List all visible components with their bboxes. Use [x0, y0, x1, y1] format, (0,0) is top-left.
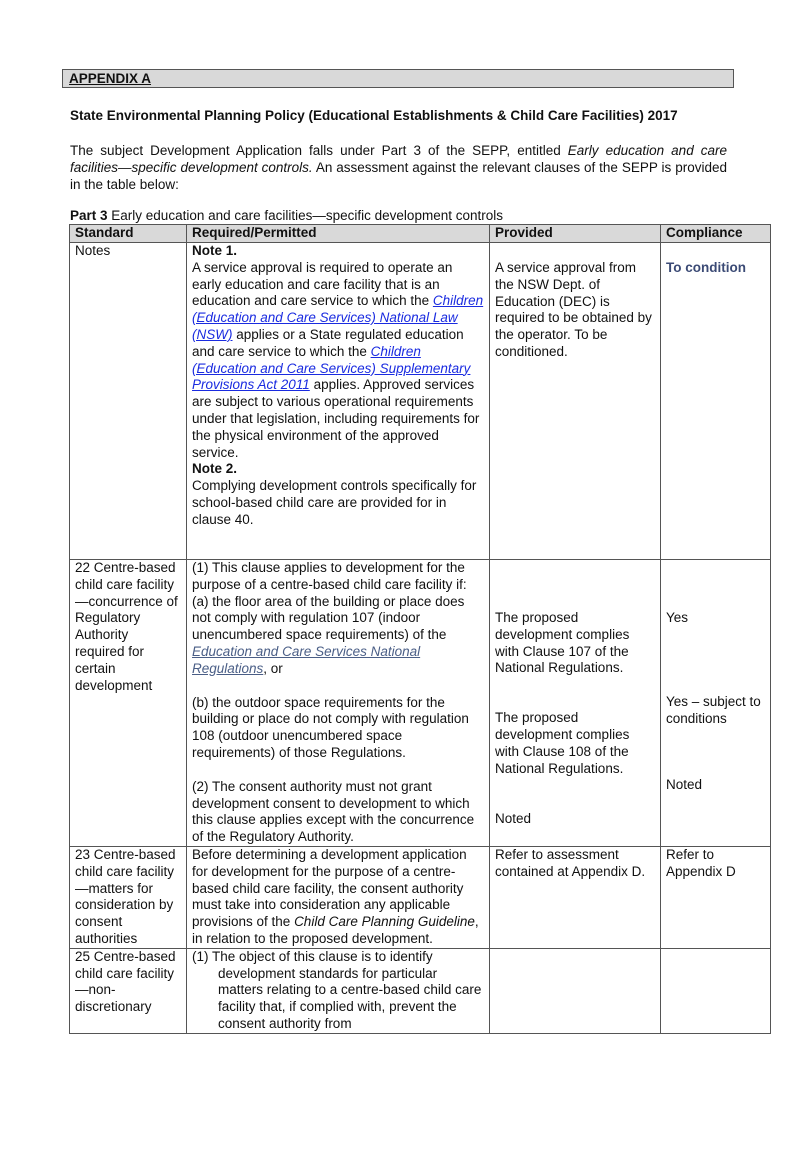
provided-cell: A service approval from the NSW Dept. of Education (DEC) is required to be obtained by the operator. To be conditioned.	[490, 243, 661, 560]
table-row	[70, 948, 771, 1033]
intro-paragraph: The subject Development Application falls under Part 3 of the SEPP, entitled Early education and care facilities—specific development controls. An assessment against the relevant clauses of the SEPP is provided in the table below:	[70, 143, 728, 192]
provided-cell: Refer to assessment contained at Appendix D.	[490, 846, 661, 948]
required-cell: Before determining a development application for development for the purpose of a centre-based child care facility, the consent authority must take into consideration any applicable provisions of the Child Care Planning Guideline, in relation to the proposed development.	[187, 846, 490, 948]
assessment-table	[69, 224, 771, 1034]
required-cell: Note 1. A service approval is required to operate an early education and care facility that is an education and care service to which the Children (Education and Care Services) National Law (NSW) applies or a State regulated education and care service to which the Children (Education and Care Services) Supplementary Provisions Act 2011 applies. Approved services are subject to various operational requirements under that legislation, including requirements for the physical environment of the approved service. Note 2. Complying development controls specifically for school-based child care are provided for in clause 40.	[187, 243, 490, 560]
provided-cell: The proposed development complies with Clause 107 of the National Regulations. The proposed development complies with Clause 108 of the National Regulations. Noted	[490, 560, 661, 847]
table-row	[70, 846, 771, 948]
compliance-cell: To condition	[661, 243, 771, 560]
national-regulations-link[interactable]: Education and Care Services National Regulations	[192, 643, 421, 676]
required-cell: (1) This clause applies to development for the purpose of a centre-based child care facility if: (a) the floor area of the building or place does not comply with regulation 107 (indoor unencumbered space requirements) of the Education and Care Services National Regulations, or (b) the outdoor space requirements for the building or place do not comply with regulation 108 (outdoor unencumbered space requirements) of those Regulations. (2) The consent authority must not grant development consent to development to which this clause applies except with the concurrence of the Regulatory Authority.	[187, 560, 490, 847]
policy-heading: State Environmental Planning Policy (Educational Establishments & Child Care Facilities) 2017	[70, 108, 678, 123]
standard-cell: 25 Centre-based child care facility—non-discretionary	[70, 948, 187, 1033]
compliance-cell: Yes Yes – subject to conditions Noted	[661, 560, 771, 847]
header-compliance: Compliance	[661, 225, 771, 243]
provided-cell	[490, 948, 661, 1033]
header-provided: Provided	[490, 225, 661, 243]
compliance-cell	[661, 948, 771, 1033]
table-header-row	[70, 225, 771, 243]
standard-cell: 22 Centre-based child care facility—concurrence of Regulatory Authority required for certain development	[70, 560, 187, 847]
appendix-title: APPENDIX A	[69, 71, 152, 86]
table-row	[70, 560, 771, 847]
header-required: Required/Permitted	[187, 225, 490, 243]
header-standard: Standard	[70, 225, 187, 243]
table-caption: Part 3 Early education and care facilities—specific development controls	[70, 208, 503, 223]
standard-cell: Notes	[70, 243, 187, 560]
required-cell: (1) The object of this clause is to identify development standards for particular matters relating to a centre-based child care facility that, if complied with, prevent the consent authority from	[187, 948, 490, 1033]
note-2-text: Complying development controls specifically for school-based child care are provided for in clause 40.	[192, 478, 477, 527]
supplementary-provisions-act-link[interactable]: Children (Education and Care Services) Supplementary Provisions Act 2011	[192, 343, 471, 393]
table-row	[70, 243, 771, 560]
standard-cell: 23 Centre-based child care facility—matters for consideration by consent authorities	[70, 846, 187, 948]
note-1-text: A service approval is required to operate an early education and care facility that is an education and care service to which the Children (Education and Care Services) National Law (NSW) applies or a State regulated education and care service to which the Children (Education and Care Services) Supplementary Provisions Act 2011 applies. Approved services are subject to various operational requirements under that legislation, including requirements for the physical environment of the approved service.	[192, 259, 484, 460]
compliance-cell: Refer to Appendix D	[661, 846, 771, 948]
appendix-banner	[62, 69, 734, 88]
children-national-law-link[interactable]: Children (Education and Care Services) National Law (NSW)	[192, 293, 484, 342]
